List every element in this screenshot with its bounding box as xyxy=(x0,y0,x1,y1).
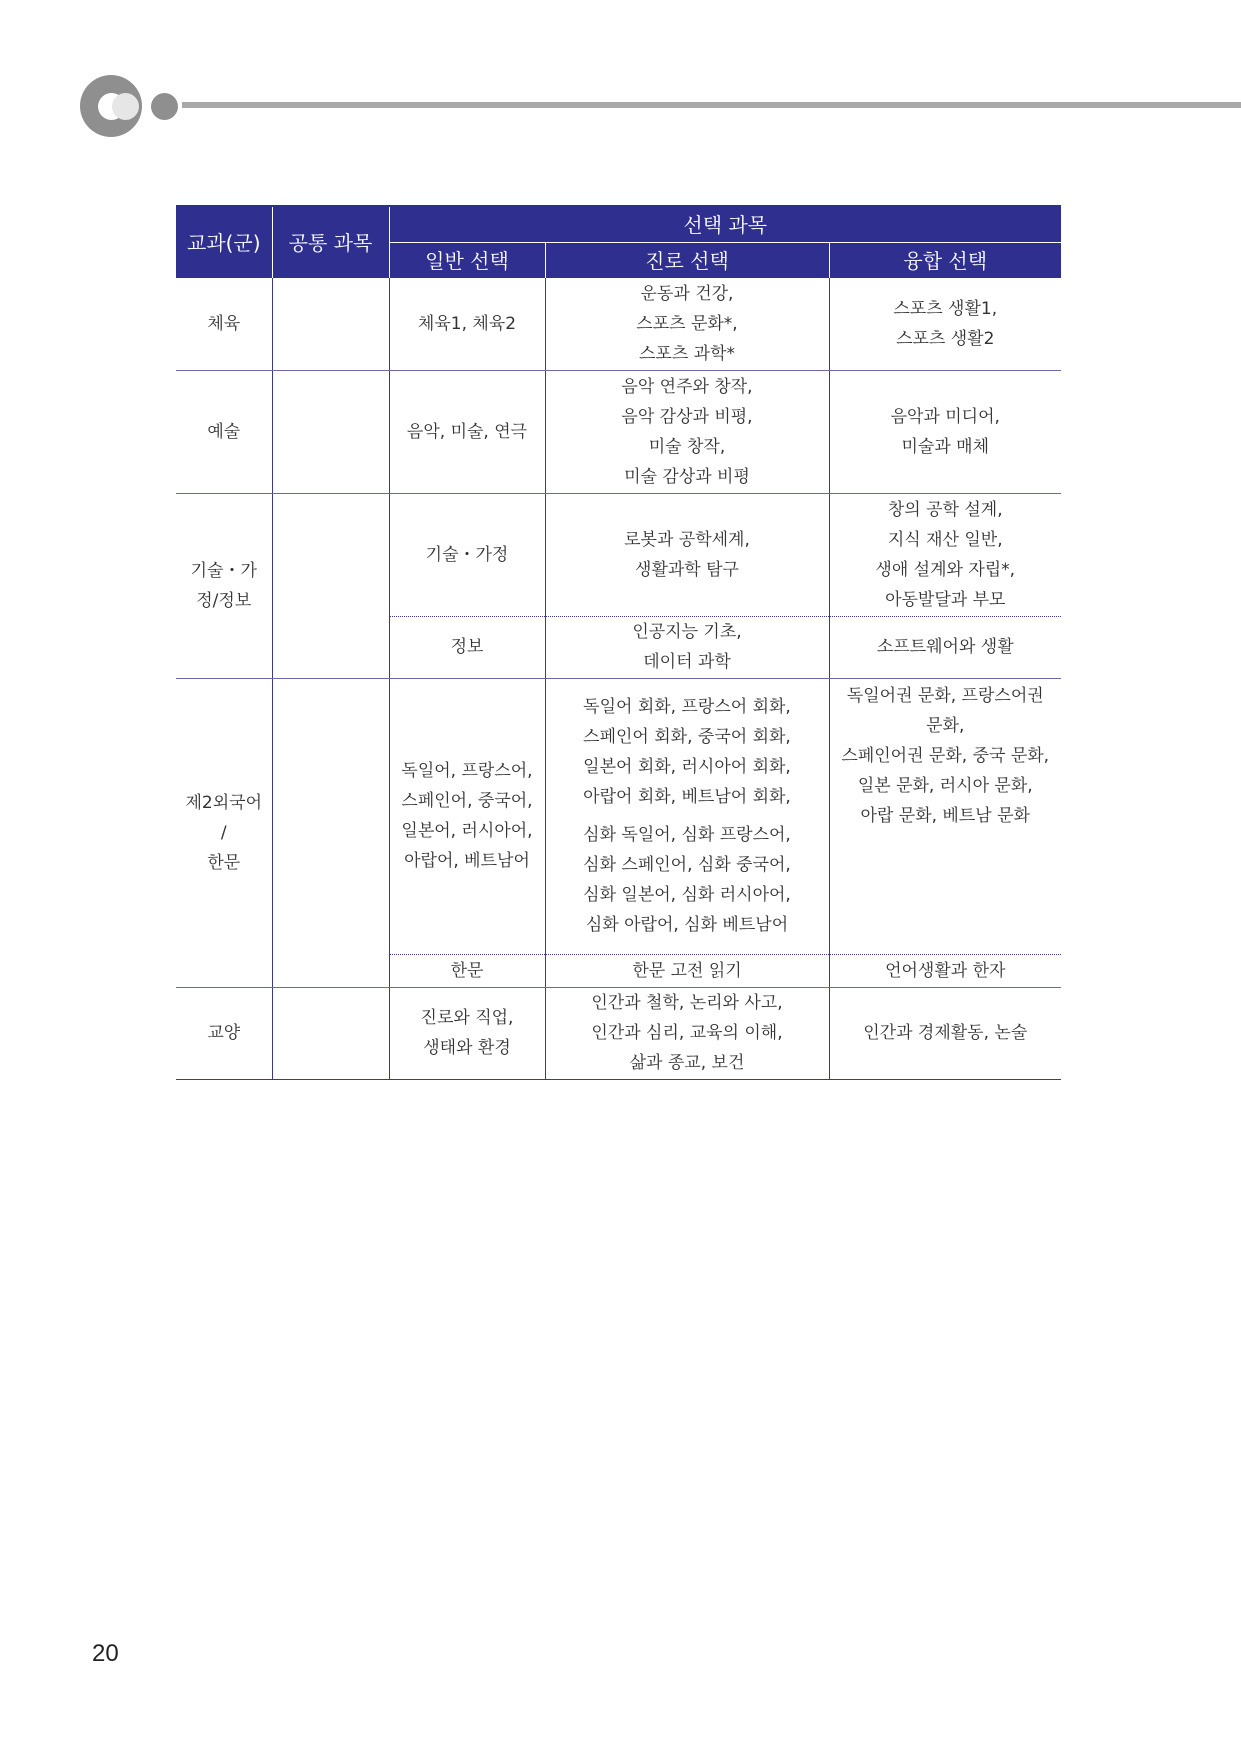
cell-line: 문화, xyxy=(926,715,965,736)
fusion-cell xyxy=(829,278,1061,370)
general-cell: 음악, 미술, 연극 xyxy=(389,370,545,493)
cell-line: 정/정보 xyxy=(196,590,252,611)
cell-line: 진로와 직업, xyxy=(420,1008,514,1028)
common-cell xyxy=(272,370,389,493)
logo-rings-icon xyxy=(98,93,138,120)
header-subject-group: 교과(군) xyxy=(176,206,272,278)
header-career-elective: 진로 선택 xyxy=(545,243,829,279)
group-cell: 교양 xyxy=(176,987,272,1079)
table-row xyxy=(176,370,1061,493)
cell-line: 심화 독일어, 심화 프랑스어, xyxy=(583,825,791,845)
cell-line: 음악 연주와 창작, xyxy=(621,376,753,397)
cell-line: 운동과 건강, xyxy=(640,283,734,304)
cell-line: 아랍어, 베트남어 xyxy=(404,851,530,871)
table-row xyxy=(176,987,1061,1079)
general-cell xyxy=(389,987,545,1079)
cell-line: 독일어 회화, 프랑스어 회화, xyxy=(583,697,791,717)
cell-line: 생태와 환경 xyxy=(423,1038,511,1058)
header-rule xyxy=(182,102,1241,108)
career-cell xyxy=(545,493,829,616)
cell-line: 음악과 미디어, xyxy=(890,406,1000,427)
common-cell xyxy=(272,493,389,678)
cell-line: 스포츠 생활1, xyxy=(893,298,998,319)
cell-line: 스페인어, 중국어, xyxy=(401,791,533,811)
cell-line: 음악 감상과 비평, xyxy=(621,406,753,427)
cell-line: 스포츠 생활2 xyxy=(896,328,995,349)
cell-line: 스페인어권 문화, 중국 문화, xyxy=(841,745,1050,766)
group-cell: 예술 xyxy=(176,370,272,493)
cell-line: 제2외국어 xyxy=(185,792,262,813)
cell-line: 지식 재산 일반, xyxy=(887,529,1003,550)
cell-line: 스페인어 회화, 중국어 회화, xyxy=(583,727,791,747)
career-cell xyxy=(545,370,829,493)
cell-line: 스포츠 과학* xyxy=(638,343,735,364)
fusion-cell: 언어생활과 한자 xyxy=(829,954,1061,987)
career-cell xyxy=(545,616,829,678)
cell-line: 심화 아랍어, 심화 베트남어 xyxy=(585,915,789,935)
cell-line: 스포츠 문화*, xyxy=(636,313,738,334)
group-cell xyxy=(176,678,272,987)
career-cell: 한문 고전 읽기 xyxy=(545,954,829,987)
fusion-cell: 인간과 경제활동, 논술 xyxy=(829,987,1061,1079)
cell-line: 아동발달과 부모 xyxy=(885,589,1006,610)
cell-line: 생활과학 탐구 xyxy=(635,559,739,580)
cell-line: 심화 일본어, 심화 러시아어, xyxy=(583,885,791,905)
header-fusion-elective: 융합 선택 xyxy=(829,243,1061,279)
cell-line: 미술 창작, xyxy=(648,436,726,457)
header-decoration xyxy=(0,0,1241,160)
common-cell xyxy=(272,278,389,370)
cell-line: 아랍 문화, 베트남 문화 xyxy=(860,805,1030,826)
cell-line: 미술과 매체 xyxy=(901,436,989,457)
cell-line: 삶과 종교, 보건 xyxy=(629,1053,745,1073)
header-common-subject: 공통 과목 xyxy=(272,206,389,278)
common-cell xyxy=(272,987,389,1079)
table-row xyxy=(176,678,1061,954)
group-cell xyxy=(176,493,272,678)
group-cell: 체육 xyxy=(176,278,272,370)
cell-line: 아랍어 회화, 베트남어 회화, xyxy=(583,787,791,807)
general-cell: 체육1, 체육2 xyxy=(389,278,545,370)
career-cell xyxy=(545,987,829,1079)
cell-line: 독일어, 프랑스어, xyxy=(401,761,533,781)
cell-line: 인공지능 기초, xyxy=(632,622,742,642)
table-row xyxy=(176,493,1061,616)
career-cell xyxy=(545,678,829,954)
cell-line: / xyxy=(220,822,227,843)
fusion-cell xyxy=(829,493,1061,616)
cell-line: 생애 설계와 자립*, xyxy=(875,559,1016,580)
cell-line: 미술 감상과 비평 xyxy=(624,466,750,487)
cell-line: 독일어권 문화, 프랑스어권 xyxy=(846,685,1044,706)
header-elective-subject: 선택 과목 xyxy=(389,206,1061,243)
table-row xyxy=(176,278,1061,370)
fusion-cell: 소프트웨어와 생활 xyxy=(829,616,1061,678)
small-dot-icon xyxy=(151,93,178,120)
general-cell: 기술・가정 xyxy=(389,493,545,616)
curriculum-table xyxy=(176,205,1061,1080)
cell-line: 일본어, 러시아어, xyxy=(401,821,533,841)
fusion-cell xyxy=(829,678,1061,954)
cell-line: 인간과 철학, 논리와 사고, xyxy=(591,993,783,1013)
common-cell xyxy=(272,678,389,987)
cell-line: 인간과 심리, 교육의 이해, xyxy=(591,1023,783,1043)
cell-line: 일본어 회화, 러시아어 회화, xyxy=(583,757,791,777)
cell-line: 기술・가 xyxy=(190,560,257,581)
cell-line: 로봇과 공학세계, xyxy=(624,529,750,550)
general-cell: 정보 xyxy=(389,616,545,678)
cell-line: 심화 스페인어, 심화 중국어, xyxy=(583,855,791,875)
cell-line: 일본 문화, 러시아 문화, xyxy=(857,775,1033,796)
general-cell xyxy=(389,678,545,954)
cell-line: 데이터 과학 xyxy=(643,652,731,672)
general-cell: 한문 xyxy=(389,954,545,987)
career-cell xyxy=(545,278,829,370)
cell-line: 창의 공학 설계, xyxy=(887,499,1003,520)
header-general-elective: 일반 선택 xyxy=(389,243,545,279)
fusion-cell xyxy=(829,370,1061,493)
cell-line: 한문 xyxy=(207,852,241,873)
page-number: 20 xyxy=(92,1640,119,1667)
